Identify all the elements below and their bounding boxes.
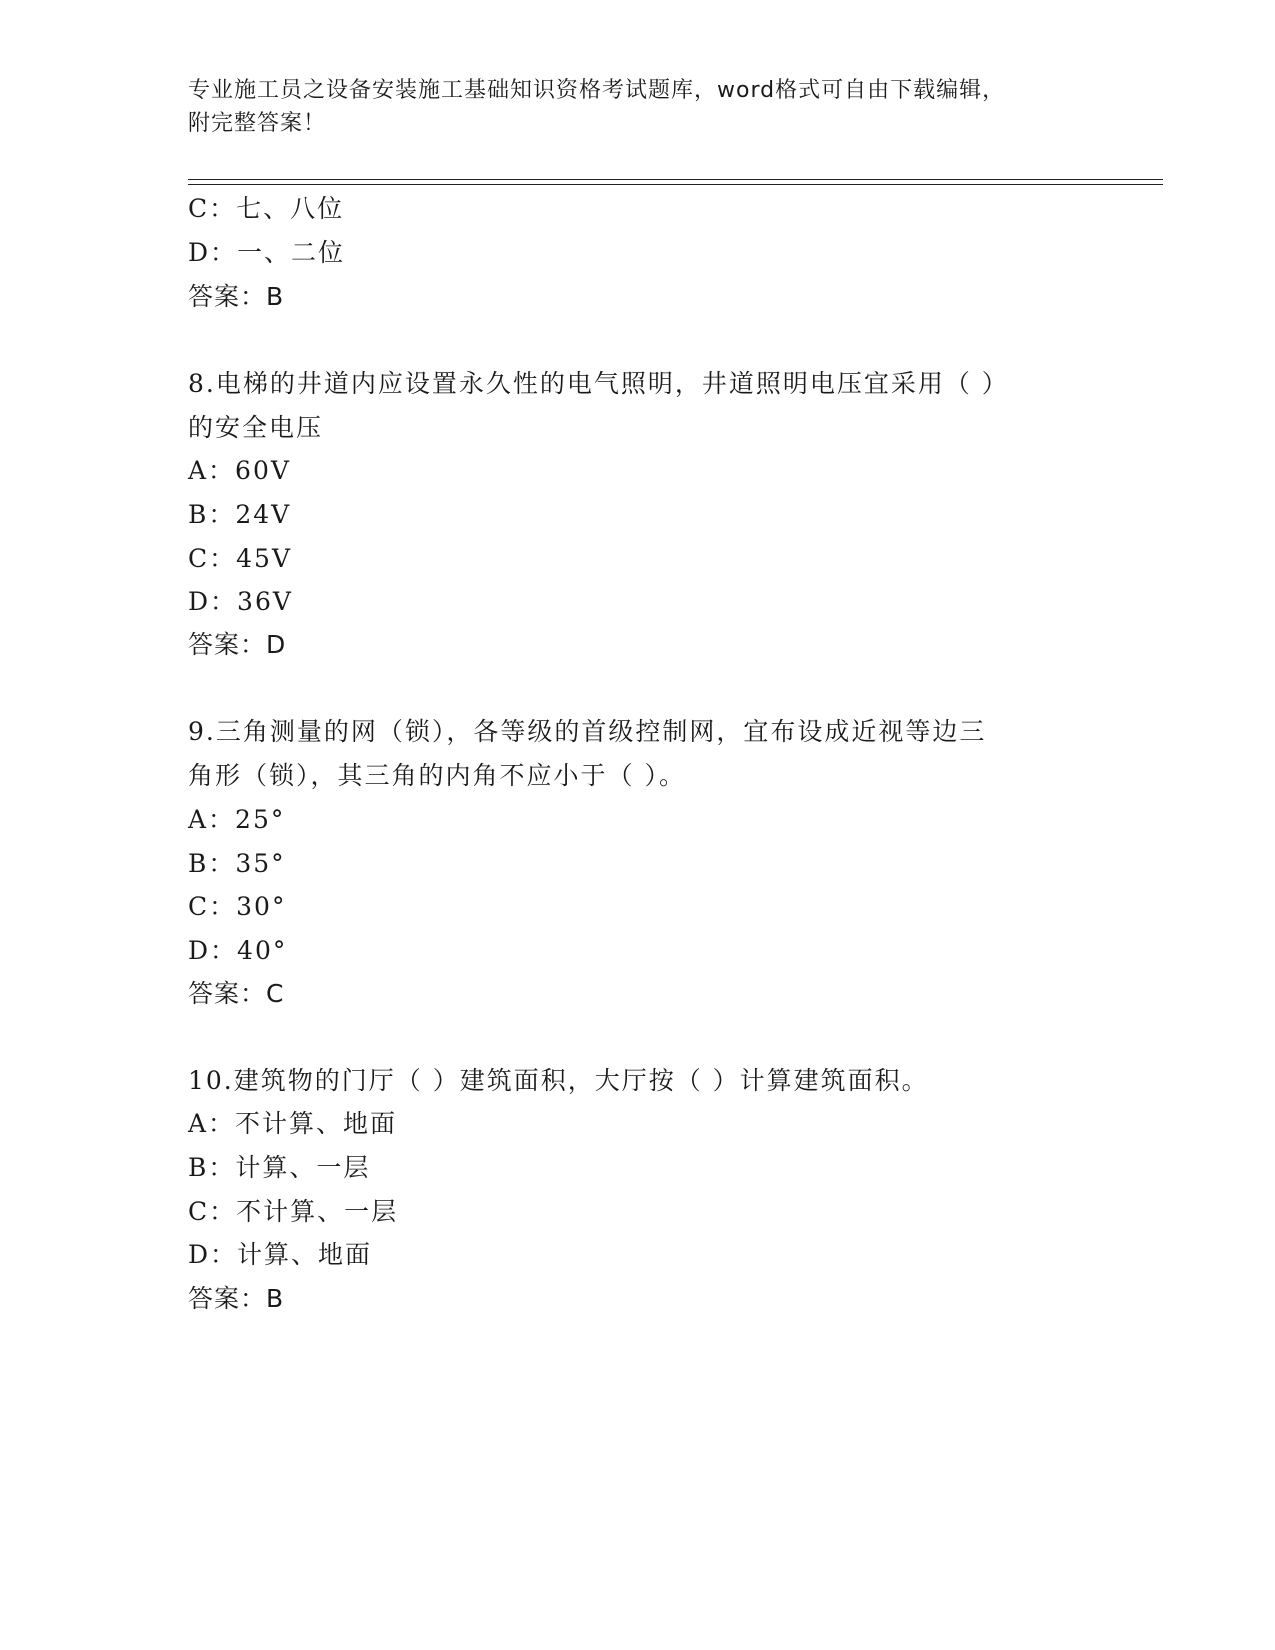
q10-option-b: B：计算、一层	[188, 1153, 371, 1182]
q7-option-d: D：一、二位	[188, 238, 346, 267]
q10-option-a: A：不计算、地面	[188, 1109, 398, 1138]
q9-stem-line-2: 角形（锁），其三角的内角不应小于（ ）。	[188, 761, 686, 790]
q7-answer: 答案：B	[188, 282, 285, 311]
q8-option-a: A：60V	[188, 456, 291, 485]
header-divider-bottom	[188, 184, 1163, 185]
q8-answer: 答案：D	[188, 630, 287, 659]
header-divider-top	[188, 179, 1163, 180]
q9-option-b: B：35°	[188, 849, 286, 878]
q9-option-d: D：40°	[188, 936, 288, 965]
q8-option-b: B：24V	[188, 500, 292, 529]
q10-option-c: C：不计算、一层	[188, 1197, 399, 1226]
q8-option-c: C：45V	[188, 544, 292, 573]
q10-stem: 10.建筑物的门厅（ ）建筑面积，大厅按（ ）计算建筑面积。	[188, 1066, 929, 1095]
q9-answer: 答案：C	[188, 979, 285, 1008]
q8-stem-line-1: 8.电梯的井道内应设置永久性的电气照明，井道照明电压宜采用（ ）	[188, 369, 1009, 398]
q9-option-a: A：25°	[188, 805, 286, 834]
q10-answer: 答案：B	[188, 1284, 285, 1313]
q8-option-d: D：36V	[188, 587, 293, 616]
header-line-2: 附完整答案！	[188, 111, 327, 136]
q7-option-c: C：七、八位	[188, 194, 345, 223]
header-line-1: 专业施工员之设备安装施工基础知识资格考试题库，word格式可自由下载编辑，	[188, 78, 1006, 103]
q9-stem-line-1: 9.三角测量的网（锁），各等级的首级控制网，宜布设成近视等边三	[188, 717, 987, 746]
document-header	[188, 74, 1088, 140]
q9-option-c: C：30°	[188, 892, 287, 921]
q10-option-d: D：计算、地面	[188, 1240, 373, 1269]
q8-stem-line-2: 的安全电压	[188, 413, 324, 442]
